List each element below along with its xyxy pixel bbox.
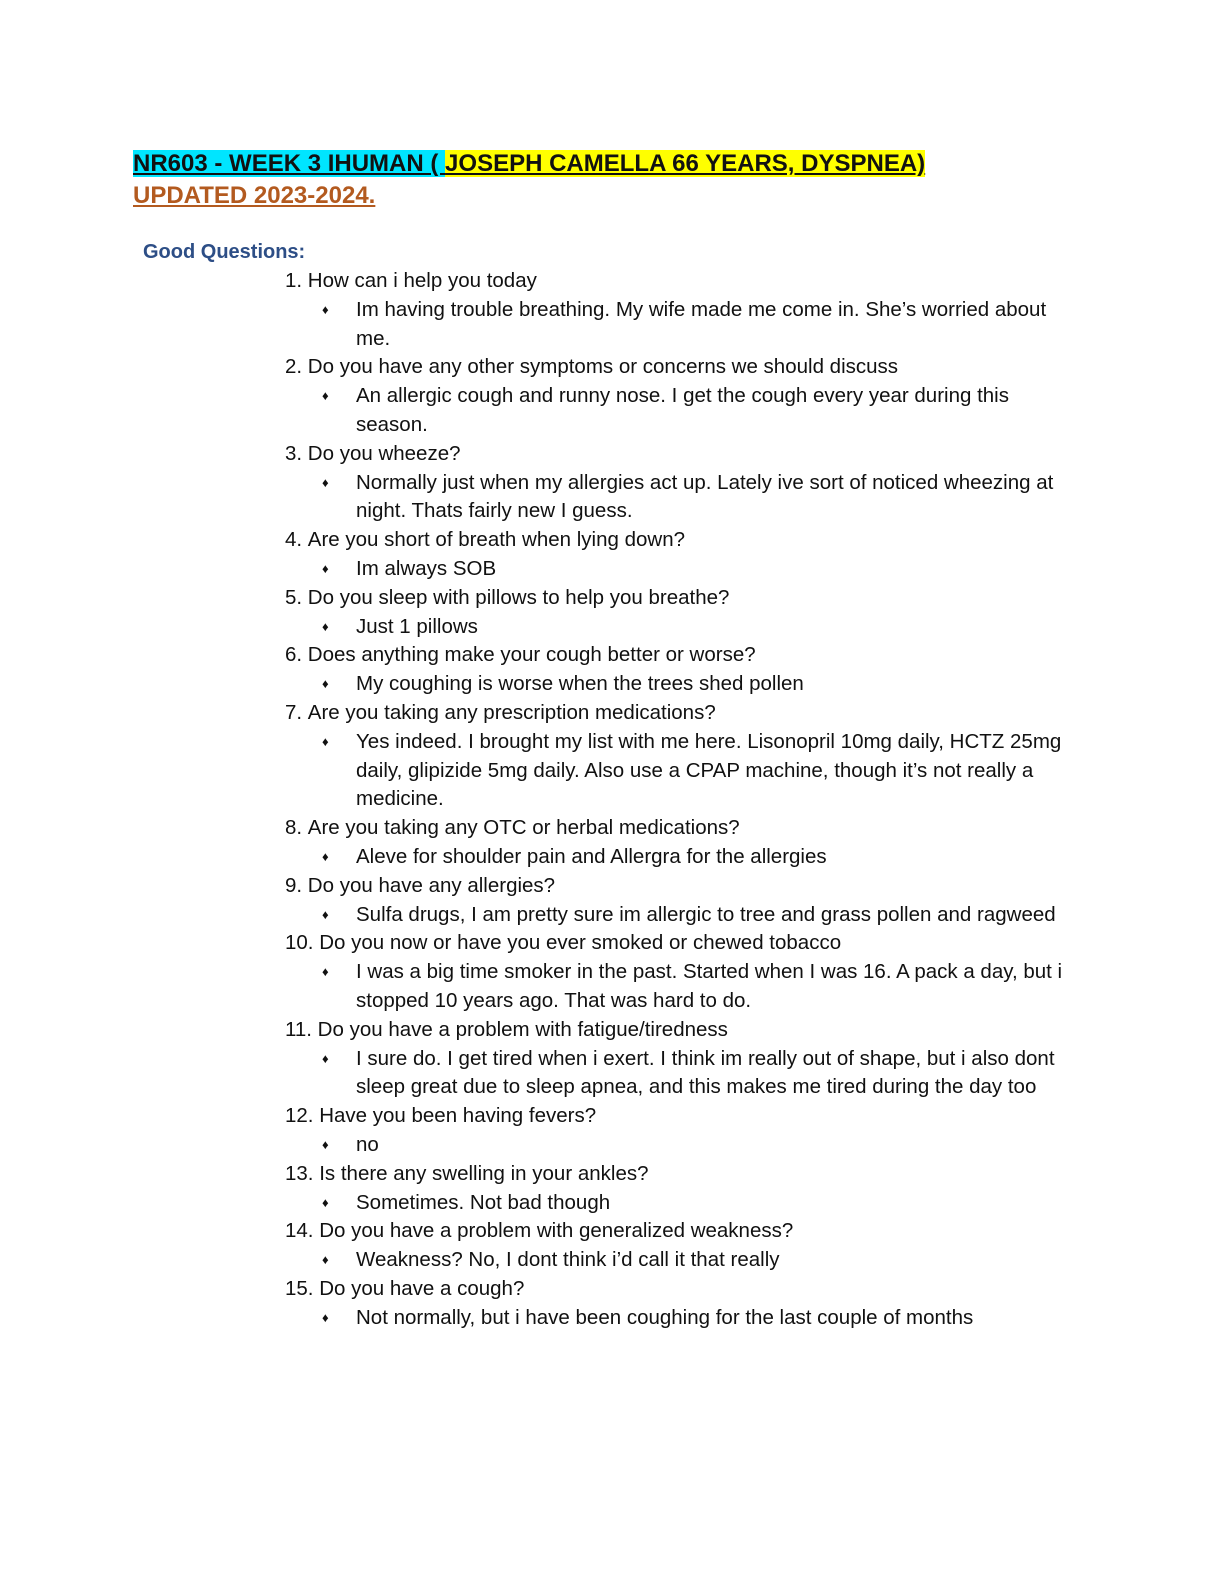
answer bbox=[322, 1189, 1075, 1218]
list-item bbox=[285, 1160, 1075, 1218]
diamond-bullet-icon: ♦ bbox=[322, 1309, 329, 1325]
question bbox=[285, 584, 1075, 613]
question bbox=[285, 872, 1075, 901]
answer-text: Normally just when my allergies act up. Lately ive sort of noticed wheezing at night. Thats fairly new I guess. bbox=[356, 470, 1054, 523]
question bbox=[285, 353, 1075, 382]
question bbox=[285, 641, 1075, 670]
answer bbox=[322, 382, 1075, 440]
question bbox=[285, 1016, 1075, 1045]
answer-text: Not normally, but i have been coughing for the last couple of months bbox=[356, 1305, 974, 1329]
answer-text: Just 1 pillows bbox=[356, 614, 478, 638]
question-text: Do you have a problem with fatigue/tiredness bbox=[317, 1017, 728, 1041]
question bbox=[285, 1217, 1075, 1246]
question-number: 9. bbox=[285, 873, 308, 897]
diamond-bullet-icon: ♦ bbox=[322, 906, 329, 922]
diamond-bullet-icon: ♦ bbox=[322, 301, 329, 317]
answer bbox=[322, 1246, 1075, 1275]
diamond-bullet-icon: ♦ bbox=[322, 1194, 329, 1210]
diamond-bullet-icon: ♦ bbox=[322, 733, 329, 749]
answer-text: Im always SOB bbox=[356, 556, 497, 580]
question-number: 14. bbox=[285, 1219, 320, 1243]
diamond-bullet-icon: ♦ bbox=[322, 964, 329, 980]
title-updated: UPDATED 2023-2024. bbox=[133, 182, 376, 209]
answer bbox=[322, 958, 1075, 1016]
list-item bbox=[285, 929, 1075, 1015]
list-item bbox=[285, 641, 1075, 699]
question bbox=[285, 814, 1075, 843]
question bbox=[285, 929, 1075, 958]
answer bbox=[322, 555, 1075, 584]
answer bbox=[322, 728, 1075, 814]
answer-text: Sulfa drugs, I am pretty sure im allergic to tree and grass pollen and ragweed bbox=[356, 902, 1056, 926]
answer-text: Sometimes. Not bad though bbox=[356, 1190, 611, 1214]
list-item bbox=[285, 699, 1075, 814]
diamond-bullet-icon: ♦ bbox=[322, 560, 329, 576]
question-number: 13. bbox=[285, 1161, 320, 1185]
answer bbox=[322, 1304, 1075, 1333]
answer bbox=[322, 670, 1075, 699]
diamond-bullet-icon: ♦ bbox=[322, 676, 329, 692]
question-number: 15. bbox=[285, 1276, 320, 1300]
question-text: Do you have any other symptoms or concerns we should discuss bbox=[307, 355, 899, 379]
question bbox=[285, 1275, 1075, 1304]
question-text: Does anything make your cough better or worse? bbox=[307, 643, 756, 667]
question-number: 8. bbox=[285, 816, 308, 840]
list-item bbox=[285, 440, 1075, 526]
list-item bbox=[285, 526, 1075, 584]
question bbox=[285, 1102, 1075, 1131]
question-number: 5. bbox=[285, 585, 308, 609]
answer-text: Yes indeed. I brought my list with me here. Lisonopril 10mg daily, HCTZ 25mg daily, glipizide 5mg daily. Also use a CPAP machine, though it’s not really a medicine. bbox=[356, 729, 1062, 811]
list-item bbox=[285, 1016, 1075, 1102]
title-course-code: NR603 - WEEK 3 IHUMAN ( bbox=[133, 150, 446, 177]
section-heading: Good Questions: bbox=[143, 241, 306, 263]
question-number: 6. bbox=[285, 643, 308, 667]
list-item bbox=[285, 872, 1075, 930]
question-text: Have you been having fevers? bbox=[319, 1104, 597, 1128]
answer-text: My coughing is worse when the trees shed pollen bbox=[356, 672, 804, 696]
question-text: Are you taking any prescription medications? bbox=[307, 700, 716, 724]
diamond-bullet-icon: ♦ bbox=[322, 1050, 329, 1066]
answer bbox=[322, 469, 1075, 527]
document-title bbox=[133, 148, 1073, 212]
answer bbox=[322, 296, 1075, 354]
question bbox=[285, 440, 1075, 469]
question-text: Do you now or have you ever smoked or chewed tobacco bbox=[319, 931, 842, 955]
list-item bbox=[285, 1217, 1075, 1275]
question-text: Do you have a cough? bbox=[319, 1276, 525, 1300]
question-text: Are you taking any OTC or herbal medications? bbox=[307, 816, 740, 840]
question-number: 7. bbox=[285, 700, 308, 724]
question-text: Do you sleep with pillows to help you breathe? bbox=[307, 585, 730, 609]
answer-text: I sure do. I get tired when i exert. I think im really out of shape, but i also dont sleep great due to sleep apnea, and this makes me tired during the day too bbox=[356, 1046, 1055, 1099]
diamond-bullet-icon: ♦ bbox=[322, 1252, 329, 1268]
answer bbox=[322, 1131, 1075, 1160]
answer bbox=[322, 901, 1075, 930]
list-item bbox=[285, 1275, 1075, 1333]
answer-text: Aleve for shoulder pain and Allergra for the allergies bbox=[356, 844, 827, 868]
diamond-bullet-icon: ♦ bbox=[322, 848, 329, 864]
title-patient-case: JOSEPH CAMELLA 66 YEARS, DYSPNEA) bbox=[445, 150, 926, 177]
list-item bbox=[285, 267, 1075, 353]
list-item bbox=[285, 814, 1075, 872]
question-number: 2. bbox=[285, 355, 308, 379]
diamond-bullet-icon: ♦ bbox=[322, 474, 329, 490]
answer-text: An allergic cough and runny nose. I get the cough every year during this season. bbox=[356, 384, 1009, 436]
question-number: 11. bbox=[285, 1017, 318, 1041]
answer bbox=[322, 613, 1075, 642]
question-number: 1. bbox=[285, 269, 308, 292]
list-item bbox=[285, 353, 1075, 439]
question bbox=[285, 526, 1075, 555]
question-number: 3. bbox=[285, 441, 308, 465]
question-number: 4. bbox=[285, 528, 308, 552]
question-number: 10. bbox=[285, 931, 320, 955]
diamond-bullet-icon: ♦ bbox=[322, 388, 329, 404]
diamond-bullet-icon: ♦ bbox=[322, 618, 329, 634]
question-text: How can i help you today bbox=[307, 269, 537, 292]
list-item bbox=[285, 584, 1075, 642]
question-text: Do you wheeze? bbox=[307, 441, 461, 465]
question-text: Are you short of breath when lying down? bbox=[307, 528, 685, 552]
question bbox=[285, 699, 1075, 728]
answer-text: Weakness? No, I dont think i’d call it that really bbox=[356, 1248, 780, 1272]
question-list bbox=[285, 267, 1075, 1332]
question-text: Do you have a problem with generalized weakness? bbox=[319, 1219, 794, 1243]
answer-text: no bbox=[356, 1132, 379, 1156]
question-text: Do you have any allergies? bbox=[307, 873, 556, 897]
diamond-bullet-icon: ♦ bbox=[322, 1136, 329, 1152]
answer bbox=[322, 1045, 1075, 1103]
answer-text: Im having trouble breathing. My wife made me come in. She’s worried about me. bbox=[356, 297, 1047, 350]
question-number: 12. bbox=[285, 1104, 320, 1128]
question-text: Is there any swelling in your ankles? bbox=[319, 1161, 649, 1185]
question bbox=[285, 267, 1075, 296]
answer-text: I was a big time smoker in the past. Started when I was 16. A pack a day, but i stopped 10 years ago. That was hard to do. bbox=[356, 960, 1063, 1012]
list-item bbox=[285, 1102, 1075, 1160]
question bbox=[285, 1160, 1075, 1189]
answer bbox=[322, 843, 1075, 872]
